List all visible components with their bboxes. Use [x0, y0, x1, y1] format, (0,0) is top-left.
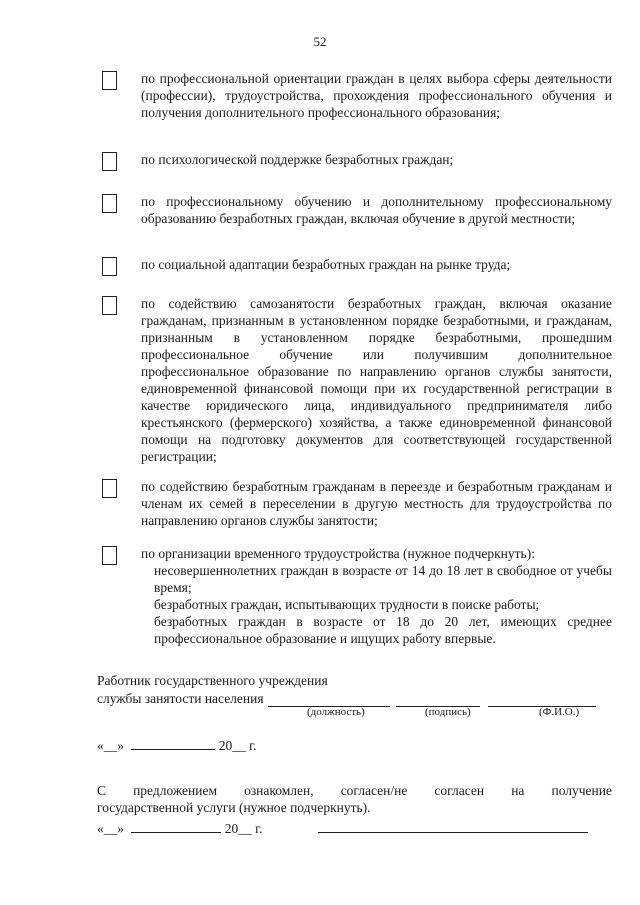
date-month-field[interactable]	[131, 737, 215, 750]
service-item-text: по профессиональной ориентации граждан в целях выбора сферы деятельности (профессии), трудоустройства, прохождения профессионального обучения и получения дополнительного профессионального образования;	[141, 71, 612, 120]
service-item-text: по психологической поддержке безработных граждан;	[141, 152, 454, 167]
service-item-training	[100, 193, 612, 227]
consent-word: получение	[551, 783, 612, 798]
checkbox[interactable]	[102, 194, 117, 213]
service-item-text: по профессиональному обучению и дополнительному профессиональному образованию безработных граждан, включая обучение в другой местности;	[141, 194, 612, 226]
applicant-signature-field[interactable]	[318, 820, 588, 833]
service-item-relocation	[100, 478, 612, 529]
checkbox[interactable]	[102, 152, 117, 171]
service-item-text: по социальной адаптации безработных граждан на рынке труда;	[141, 257, 511, 272]
consent-word: предложением	[133, 783, 218, 798]
consent-word[interactable]: согласен/не	[340, 783, 408, 798]
checkbox[interactable]	[102, 546, 117, 565]
worker-signature-block	[97, 672, 617, 707]
consent-word: С	[97, 783, 107, 798]
consent-word: ознакомлен,	[244, 783, 314, 798]
date-year[interactable]: 20__ г.	[218, 738, 257, 753]
consent-line-2: государственной услуги (нужное подчеркнуть).	[97, 800, 371, 815]
date-line-2	[97, 820, 597, 837]
temp-option-hard-to-place[interactable]: безработных граждан, испытывающих трудности в поиске работы;	[154, 597, 540, 612]
service-item-psychological	[100, 151, 612, 168]
worker-line-1: Работник государственного учреждения	[97, 673, 328, 688]
caption-signature: (подпись)	[425, 706, 471, 718]
consent-word: на	[511, 783, 525, 798]
date-line-1	[97, 737, 257, 754]
temp-employment-list	[141, 545, 612, 647]
temp-option-minors[interactable]: несовершеннолетних граждан в возрасте от 14 до 18 лет в свободное от учебы время;	[154, 563, 612, 595]
temp-employment-intro: по организации временного трудоустройства (нужное подчеркнуть):	[141, 546, 535, 561]
date-day[interactable]: «__»	[97, 821, 124, 836]
caption-name: (Ф.И.О.)	[539, 706, 580, 718]
page-number: 52	[313, 34, 327, 49]
caption-position: (должность)	[307, 706, 365, 718]
service-item-self-employment	[100, 295, 612, 465]
checkbox[interactable]	[102, 257, 117, 276]
date-day[interactable]: «__»	[97, 738, 124, 753]
consent-word[interactable]: согласен	[434, 783, 485, 798]
checkbox[interactable]	[102, 71, 117, 90]
date-month-field[interactable]	[131, 820, 221, 833]
service-item-text: по содействию безработным гражданам в переезде и безработным гражданам и членам их семей в переселении в другую местность для трудоустройства по направлению органов службы занятости;	[141, 479, 612, 528]
consent-line-1	[97, 782, 612, 799]
date-year[interactable]: 20__ г.	[224, 821, 263, 836]
worker-line-2: службы занятости населения	[97, 691, 264, 706]
service-item-adaptation	[100, 256, 612, 273]
service-item-temp-employment	[100, 545, 612, 647]
service-item-orientation	[100, 70, 612, 121]
temp-option-young-graduates[interactable]: безработных граждан в возрасте от 18 до 20 лет, имеющих среднее профессиональное образование и ищущих работу впервые.	[154, 614, 612, 646]
consent-statement	[97, 782, 612, 816]
checkbox[interactable]	[102, 479, 117, 498]
checkbox[interactable]	[102, 296, 117, 315]
service-item-text: по содействию самозанятости безработных граждан, включая оказание гражданам, признанным в установленном порядке безработными, и гражданам, признанным в установленном порядке безработными, прошедшим профессиональное обучение или получившим дополнительное профессиональное образование по направлению органов службы занятости, единовременной финансовой помощи при их государственной регистрации в качестве юридического лица, индивидуального предпринимателя либо крестьянского (фермерского) хозяйства, а также единовременной финансовой помощи на подготовку документов для соответствующей государственной регистрации;	[141, 296, 612, 464]
